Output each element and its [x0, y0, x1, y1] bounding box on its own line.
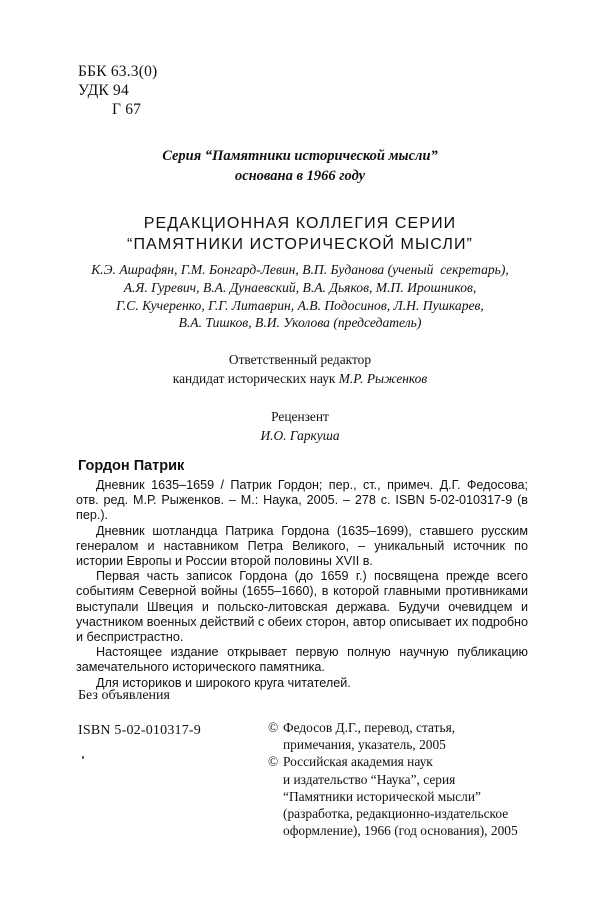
annotation-paragraph: Для историков и широкого круга читателей.: [96, 675, 351, 690]
responsible-editor-name: М.Р. Рыженков: [338, 371, 428, 386]
author-heading: Гордон Патрик: [78, 458, 185, 474]
copyright-entry: [268, 753, 568, 839]
udk-code: УДК 94: [78, 82, 129, 99]
editorial-board-members: [0, 261, 600, 332]
bbk-code: ББК 63.3(0): [78, 63, 158, 80]
publication-credits: [0, 350, 600, 445]
credits-spacer: [0, 388, 600, 407]
copyright-line: и издательство “Наука”, серия: [283, 771, 456, 787]
responsible-editor-entry: [0, 369, 600, 388]
editorial-board-heading: [0, 213, 600, 255]
reviewer-role: Рецензент: [271, 409, 329, 424]
copyright-line: примечания, указатель, 2005: [283, 737, 446, 753]
reviewer-name: И.О. Гаркуша: [260, 428, 340, 443]
annotation-paragraph: Настоящее издание открывает первую полную научную публикацию замечательного исторического памятника.: [76, 645, 528, 675]
copyright-line: Российская академия наук: [283, 754, 433, 770]
isbn-value: ISBN 5-02-010317-9: [78, 723, 201, 738]
editorial-board-heading-line-2: “ПАМЯТНИКИ ИСТОРИЧЕСКОЙ МЫСЛИ”: [127, 236, 473, 253]
annotation-paragraph: Дневник шотландца Патрика Гордона (1635–1699), ставшего русским генералом и наставником Петра Великого, – уникальный источник по истории Европы и России второй половины XVII в.: [76, 523, 528, 569]
board-member-line: Г.С. Кучеренко, Г.Г. Литаврин, А.В. Подосинов, Л.Н. Пушкарев,: [116, 297, 484, 313]
copyright-icon: ©: [268, 720, 279, 735]
board-member-line: К.Э. Ашрафян, Г.М. Бонгард-Левин, В.П. Буданова (ученый секретарь),: [91, 262, 509, 277]
scan-speck-artifact: [82, 756, 84, 759]
series-statement: [0, 146, 600, 186]
author-sign-code: Г 67: [112, 101, 142, 118]
responsible-editor-degree: кандидат исторических наук: [172, 371, 339, 386]
annotation-block: [76, 478, 528, 691]
series-statement-line-1: Серия “Памятники исторической мысли”: [162, 148, 438, 164]
copyright-icon: ©: [268, 754, 279, 770]
copyright-line: “Памятники исторической мысли”: [283, 788, 481, 804]
editorial-board-heading-line-1: РЕДАКЦИОННАЯ КОЛЛЕГИЯ СЕРИИ: [143, 215, 457, 232]
copyright-block: [268, 719, 568, 839]
annotation-paragraph: Первая часть записок Гордона (до 1659 г.) посвящена прежде всего событиям Северной войны (1655–1660), в которой главными противниками выступали Швеция и польско-литовская держава. Будучи очевидцем и участником военных действий с обеих сторон, автор описывает их подробно и беспристрастно.: [76, 569, 528, 645]
series-statement-line-2: основана в 1966 году: [234, 168, 366, 184]
board-member-line: В.А. Тишков, В.И. Уколова (председатель): [178, 315, 422, 331]
copyright-line: Федосов Д.Г., перевод, статья,: [283, 720, 456, 735]
distribution-notice: Без объявления: [78, 688, 170, 703]
responsible-editor-role: Ответственный редактор: [228, 352, 372, 367]
copyright-line: (разработка, редакционно-издательское: [283, 806, 509, 822]
copyright-entry: [268, 719, 568, 753]
bibliographic-description: Дневник 1635–1659 / Патрик Гордон; пер., ст., примеч. Д.Г. Федосова; отв. ред. М.Р. Рыженков. – М.: Наука, 2005. – 278 с. ISBN 5-02-010317-9 (в пер.).: [76, 478, 528, 523]
board-member-line: А.Я. Гуревич, В.А. Дунаевский, В.А. Дьяков, М.П. Ирошников,: [123, 279, 477, 295]
classification-codes: [78, 62, 157, 119]
copyright-line: оформление), 1966 (год основания), 2005: [283, 823, 518, 839]
